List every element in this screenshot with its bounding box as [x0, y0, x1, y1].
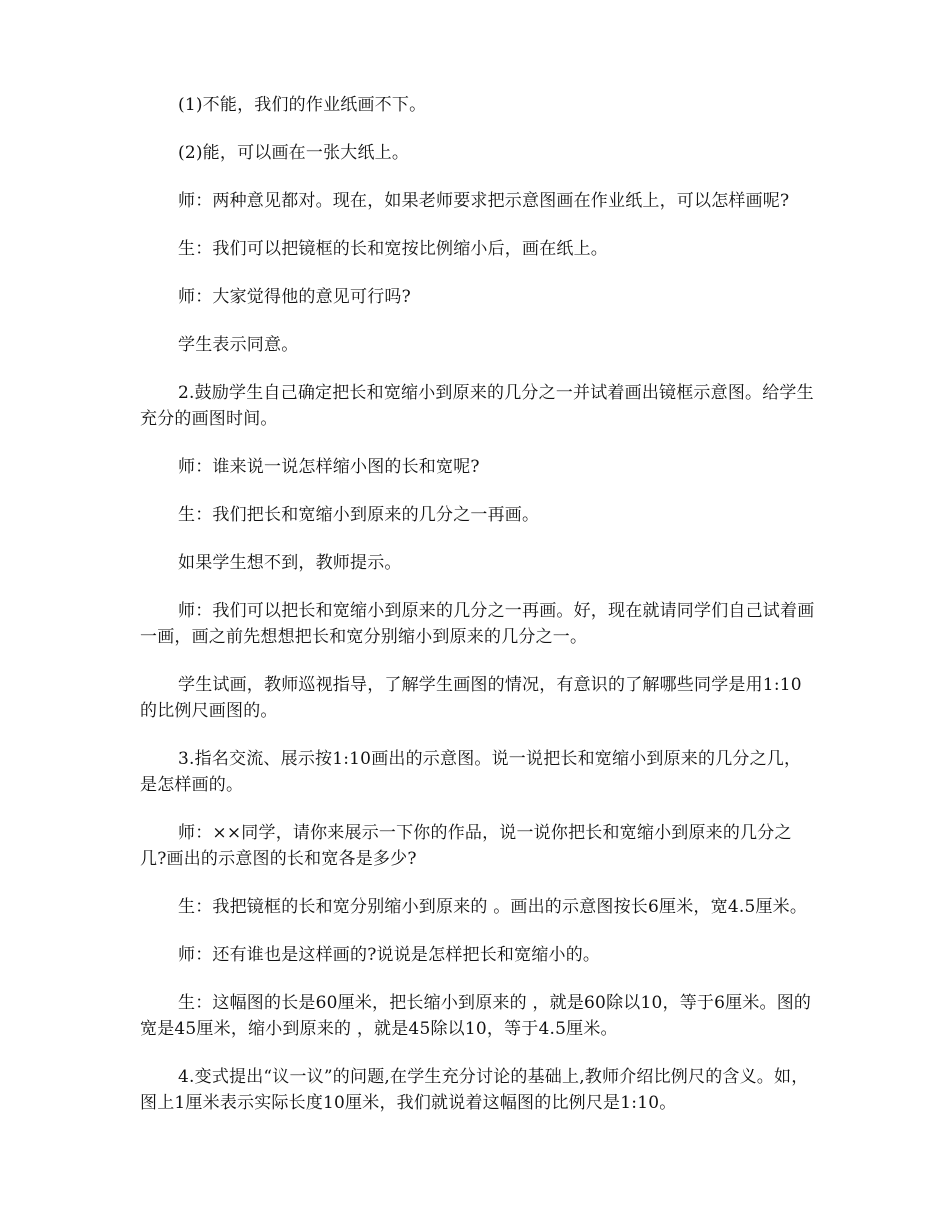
- paragraph: 生：这幅图的长是60厘米，把长缩小到原来的 ，就是60除以10，等于6厘米。图的宽是45厘米，缩小到原来的 ，就是45除以10，等于4.5厘米。: [140, 993, 812, 1039]
- paragraph: 生：我们把长和宽缩小到原来的几分之一再画。: [178, 505, 540, 525]
- paragraph: 师：谁来说一说怎样缩小图的长和宽呢?: [178, 457, 480, 477]
- paragraph: 3.指名交流、展示按1:10画出的示意图。说一说把长和宽缩小到原来的几分之几，是怎样画的。: [140, 749, 802, 795]
- paragraph: 生：我把镜框的长和宽分别缩小到原来的 。画出的示意图按长6厘米，宽4.5厘米。: [178, 897, 808, 917]
- paragraph: (1)不能，我们的作业纸画不下。: [178, 95, 427, 115]
- paragraph: 学生表示同意。: [178, 335, 299, 355]
- paragraph: 学生试画，教师巡视指导，了解学生画图的情况，有意识的了解哪些同学是用1:10的比例尺画图的。: [140, 675, 802, 721]
- paragraph: 4.变式提出“议一议”的问题,在学生充分讨论的基础上,教师介绍比例尺的含义。如，图上1厘米表示实际长度10厘米，我们就说着这幅图的比例尺是1:10。: [140, 1067, 809, 1113]
- paragraph: 师：两种意见都对。现在，如果老师要求把示意图画在作业纸上，可以怎样画呢?: [178, 191, 790, 211]
- paragraph: 如果学生想不到，教师提示。: [178, 553, 402, 573]
- document-body: [140, 92, 816, 1138]
- paragraph: 师：××同学，请你来展示一下你的作品，说一说你把长和宽缩小到原来的几分之几?画出的示意图的长和宽各是多少?: [140, 823, 792, 869]
- paragraph: 师：我们可以把长和宽缩小到原来的几分之一再画。好，现在就请同学们自己试着画一画，画之前先想想把长和宽分别缩小到原来的几分之一。: [140, 601, 815, 647]
- paragraph: 师：还有谁也是这样画的?说说是怎样把长和宽缩小的。: [178, 945, 601, 965]
- paragraph: 2.鼓励学生自己确定把长和宽缩小到原来的几分之一并试着画出镜框示意图。给学生充分的画图时间。: [140, 383, 814, 429]
- paragraph: 师：大家觉得他的意见可行吗?: [178, 287, 411, 307]
- paragraph: 生：我们可以把镜框的长和宽按比例缩小后，画在纸上。: [178, 239, 608, 259]
- paragraph: (2)能，可以画在一张大纸上。: [178, 143, 410, 163]
